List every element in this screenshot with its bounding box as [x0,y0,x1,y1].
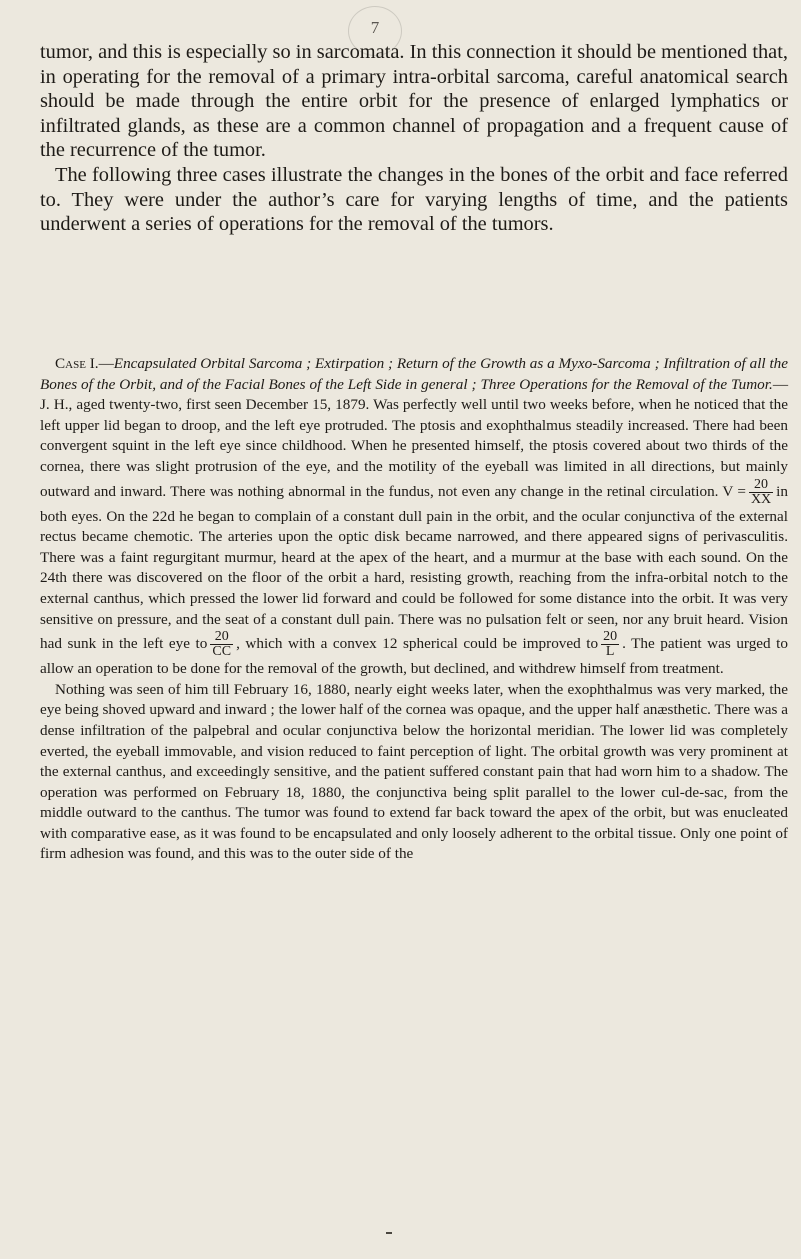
vision-fraction-1-denominator: XX [750,491,772,507]
lead-paragraph-2: The following three cases illustrate the changes in the bones of the orbit and face referred to. They were under the author’s care for varying lengths of time, and the patients underwent a series of operations for the removal of the tumors. [40,163,788,236]
page-number: 7 [370,18,380,37]
case-text-3: , which with a convex 12 spherical could be improved to [236,635,599,653]
bottom-printer-mark [386,1232,392,1234]
case-text-1: J. H., aged twenty-two, first seen December 15, 1879. Was perfectly well until two weeks before, when he noticed that the left upper lid began to droop, and the left eye protruded. The ptosis and exophthalmus steadily increased. There had been convergent squint in the left eye since childhood. When he presented himself, the ptosis covered about two thirds of the cornea, there was slight protrusion of the eye, and the motility of the eyeball was limited in all directions, but mainly outward and inward. There was nothing abnormal in the fundus, not even any change in the retinal circulation. V = [40,396,788,500]
vision-fraction-2-numerator: 20 [210,630,233,645]
lead-text [40,40,788,237]
vision-fraction-1 [749,478,773,507]
vision-fraction-3 [601,630,619,659]
vision-fraction-2 [210,630,233,659]
vision-fraction-1-numerator: 20 [749,478,773,493]
case-label: Case I. [55,355,99,372]
lead-paragraph-1: tumor, and this is especially so in sarcomata. In this connection it should be mentioned that, in operating for the removal of a primary intra-orbital sarcoma, careful anatomical search should be made through the entire orbit for the presence of enlarged lymphatics or infiltrated glands, as these are a common channel of propagation and a frequent cause of the recurrence of the tumor. [40,41,788,162]
vision-fraction-3-denominator: L [605,644,615,660]
case-one-paragraph-1: Case I.—Encapsulated Orbital Sarcoma ; Extirpation ; Return of the Growth as a Myxo-Sarcoma ; Infiltration of all the Bones of the Orbit, and of the Facial Bones of the Left Side in general ; Three Operations for the Removal of the Tumor.—J. H., aged twenty-two, first seen December 15, 1879. Was perfectly well until two weeks before, when he noticed that the left upper lid began to droop, and the left eye protruded. The ptosis and exophthalmus steadily increased. There had been convergent squint in the left eye since childhood. When he presented himself, the ptosis covered about two thirds of the cornea, there was slight protrusion of the eye, and the motility of the eyeball was limited in all directions, but mainly outward and inward. There was nothing abnormal in the fundus, not even any change in the retinal circulation. V = $\frac{20}{XX}$ in both eyes. On the 22d he began to complain of a constant dull pain in the orbit, and the ocular conjunctiva of the external rectus became chemotic. The arteries upon the optic disk became narrowed, and there appeared signs of perivasculitis. There was a faint regurgitant murmur, heard at the apex of the heart, and a murmur at the base with each sound. On the 24th there was discovered on the floor of the orbit a hard, resisting growth, reaching from the infra-orbital notch to the external canthus, which pressed the lower lid forward and could be followed for some distance into the orbit. It was very sensitive on pressure, and the seat of a constant dull pain. There was no pulsation felt or seen, nor any bruit heard. Vision had sunk in the left eye to $\frac{20}{CC}$ , which with a convex 12 spherical could be improved to $\frac{20}{L}$ . The patient was urged to allow an operation to be done for the removal of the growth, but declined, and withdrew himself from treatment. [40,355,789,678]
vision-fraction-3-numerator: 20 [603,629,618,645]
case-text-4: . The patient was urged to allow an operation to be done for the removal of the growth, but declined, and withdrew himself from treatment. [40,635,788,678]
case-heading: Encapsulated Orbital Sarcoma ; Extirpation ; Return of the Growth as a Myxo-Sarcoma ; Infiltration of all the Bones of the Orbit, and of the Facial Bones of the Left Side in general ; Three Operations for the Removal of the Tumor. [40,355,789,393]
case-text-2: in both eyes. On the 22d he began to complain of a constant dull pain in the orbit, and the ocular conjunctiva of the external rectus became chemotic. The arteries upon the optic disk became narrowed, and there appeared signs of perivasculitis. There was a faint regurgitant murmur, heard at the apex of the heart, and a murmur at the base with each sound. On the 24th there was discovered on the floor of the orbit a hard, resisting growth, reaching from the infra-orbital notch to the external canthus, which pressed the lower lid forward and could be followed for some distance into the orbit. It was very sensitive on pressure, and the seat of a constant dull pain. There was no pulsation felt or seen, nor any bruit heard. Vision had sunk in the left eye to [40,482,788,653]
case-one-paragraph-2: Nothing was seen of him till February 16, 1880, nearly eight weeks later, when the exophthalmus was very marked, the eye being shoved upward and inward ; the lower half of the cornea was opaque, and the upper half anæsthetic. There was a dense infiltration of the palpebral and ocular conjunctiva below the horizontal meridian. The lower lid was completely everted, the eyeball immovable, and vision reduced to faint perception of light. The orbital growth was very prominent at the external canthus, and exceedingly sensitive, and the patient suffered constant pain that had worn him to a shadow. The operation was performed on February 18, 1880, the conjunctiva being split parallel to the lower cul-de-sac, from the middle outward to the canthus. The tumor was found to extend far back toward the apex of the orbit, but was enucleated with comparative ease, as it was found to be encapsulated and only loosely adherent to the orbital tissue. Only one point of firm adhesion was found, and this was to the outer side of the [40,680,788,863]
case-one-section [40,354,788,865]
vision-fraction-2-denominator: CC [212,644,232,660]
